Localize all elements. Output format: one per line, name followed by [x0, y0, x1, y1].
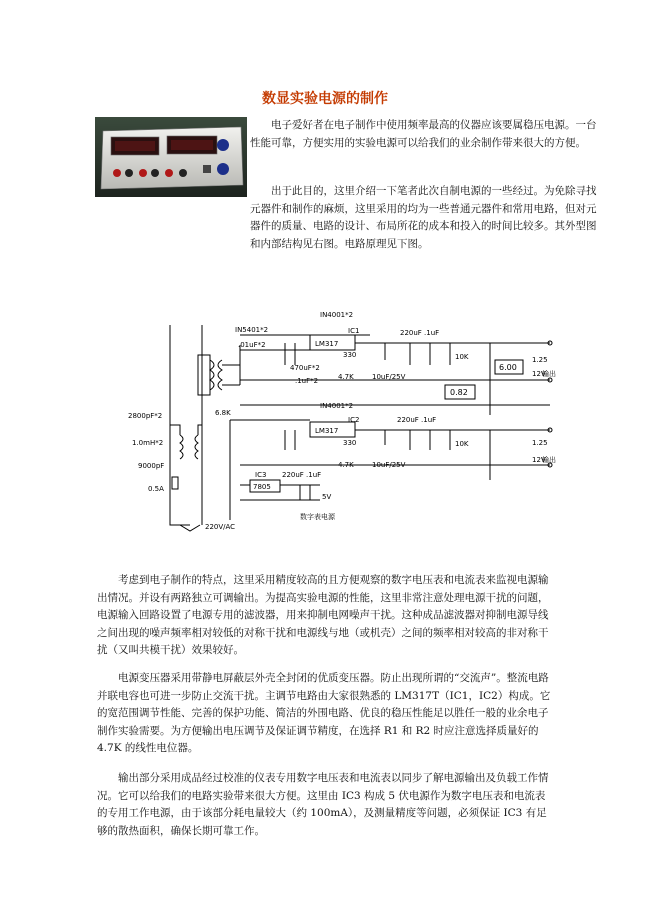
c9000-label: 9000pF — [138, 462, 165, 470]
ic2-part: LM317 — [315, 427, 339, 435]
cap10-label-2: 10uF/25V — [372, 461, 406, 469]
r330-label-1: 330 — [343, 351, 357, 359]
ammeter-display: 0.82 — [450, 388, 468, 397]
out-v3: 1.25 — [532, 439, 548, 447]
cap10-label-1: 10uF/25V — [372, 373, 406, 381]
voltmeter-display: 6.00 — [499, 363, 517, 372]
r10k-label-2: 10K — [455, 440, 469, 448]
ic3-label: IC3 — [255, 471, 267, 479]
cap-label-top1: 220uF .1uF — [400, 329, 440, 337]
intro-paragraph-2: 出于此目的，这里介绍一下笔者此次自制电源的一些经过。为免除寻找元器件和制作的麻烦，这里采用的均为一些普通元器件和常用电路，但对元器件的质量、电路的设计、布局所花的成本和投入的时间比较多。其外型图和内部结构见右图。电路原理见下图。 — [250, 185, 597, 250]
out-label-1: 输出 — [542, 370, 556, 378]
mains-label: 220V/AC — [205, 523, 236, 531]
bridge-label: IN5401*2 — [235, 326, 269, 334]
diode-label-top1: IN4001*2 — [320, 311, 354, 319]
ic3-cap-label: 220uF .1uF — [282, 471, 322, 479]
diode-label-top2: IN4001*2 — [320, 402, 354, 410]
cap-label-top2: 220uF .1uF — [397, 416, 437, 424]
ic3-part: 7805 — [253, 483, 271, 491]
page-title: 数显实验电源的制作 — [262, 91, 388, 107]
v5-label: 5V — [322, 493, 332, 501]
out-v2: 12V — [532, 370, 546, 378]
r10k-label-1: 10K — [455, 353, 469, 361]
r330-label-2: 330 — [343, 439, 357, 447]
body-paragraph-4: 电源变压器采用带静电屏蔽层外壳全封闭的优质变压器。防止出现所谓的“交流声”。整流电路并联电容也可进一步防止交流干扰。主调节电路由大家很熟悉的 LM317T（IC1，IC2）构成。它的宽范围调节性能、完善的保护功能、简洁的外围电路、优良的稳压性能足以胜任一般的业余电子制作实验需要。为方便输出电压调节及保证调节精度，在选择 R1 和 R2 时应注意选择质量好的 4.7K 的线性电位器。 — [97, 672, 551, 754]
c2800-label: 2800pF*2 — [128, 412, 163, 420]
meter-power-label: 数字表电源 — [300, 513, 335, 521]
inductor-label: 1.0mH*2 — [132, 439, 164, 447]
pot1-label: 4.7K — [338, 373, 354, 381]
ic1-label: IC1 — [348, 327, 360, 335]
fuse-label: 0.5A — [148, 485, 164, 493]
cap470-label: 470uF*2 — [290, 364, 320, 372]
power-supply-photo — [95, 117, 247, 197]
cap-01-label: .01uF*2 — [238, 341, 266, 349]
out-label-2: 输出 — [542, 456, 556, 464]
circuit-schematic — [110, 305, 560, 545]
cap01b-label: .1uF*2 — [295, 377, 319, 385]
ic2-label: IC2 — [348, 416, 360, 424]
r68-label: 6.8K — [215, 409, 231, 417]
out-v1: 1.25 — [532, 356, 548, 364]
ic1-part: LM317 — [315, 340, 339, 348]
body-paragraph-5: 输出部分采用成品经过校准的仪表专用数字电压表和电流表以同步了解电源输出及负载工作情况。它可以给我们的电路实验带来很大方便。这里由 IC3 构成 5 伏电源作为数字电压表和电流表的专用工作电源，由于该部分耗电量较大（约 100mA），及测量精度等问题，必须保证 IC3 有足够的散热面积，确保长期可靠工作。 — [97, 772, 549, 837]
out-v4: 12V — [532, 456, 546, 464]
pot2-label: 4.7K — [338, 461, 354, 469]
intro-paragraph-1: 电子爱好者在电子制作中使用频率最高的仪器应该要属稳压电源。一台性能可靠，方便实用的实验电源可以给我们的业余制作带来很大的方便。 — [250, 119, 597, 149]
body-paragraph-3: 考虑到电子制作的特点，这里采用精度较高的且方便观察的数字电压表和电流表来监视电源输出情况。并设有两路独立可调输出。为提高实验电源的性能，这里非常注意处理电源干扰的问题，电源输入回路设置了电源专用的滤波器，用来抑制电网噪声干扰。这种成品滤波器对抑制电源导线之间出现的噪声频率相对较低的对称干扰和电源线与地（或机壳）之间的频率相对较高的非对称干扰（又叫共模干扰）效果较好。 — [97, 574, 549, 656]
